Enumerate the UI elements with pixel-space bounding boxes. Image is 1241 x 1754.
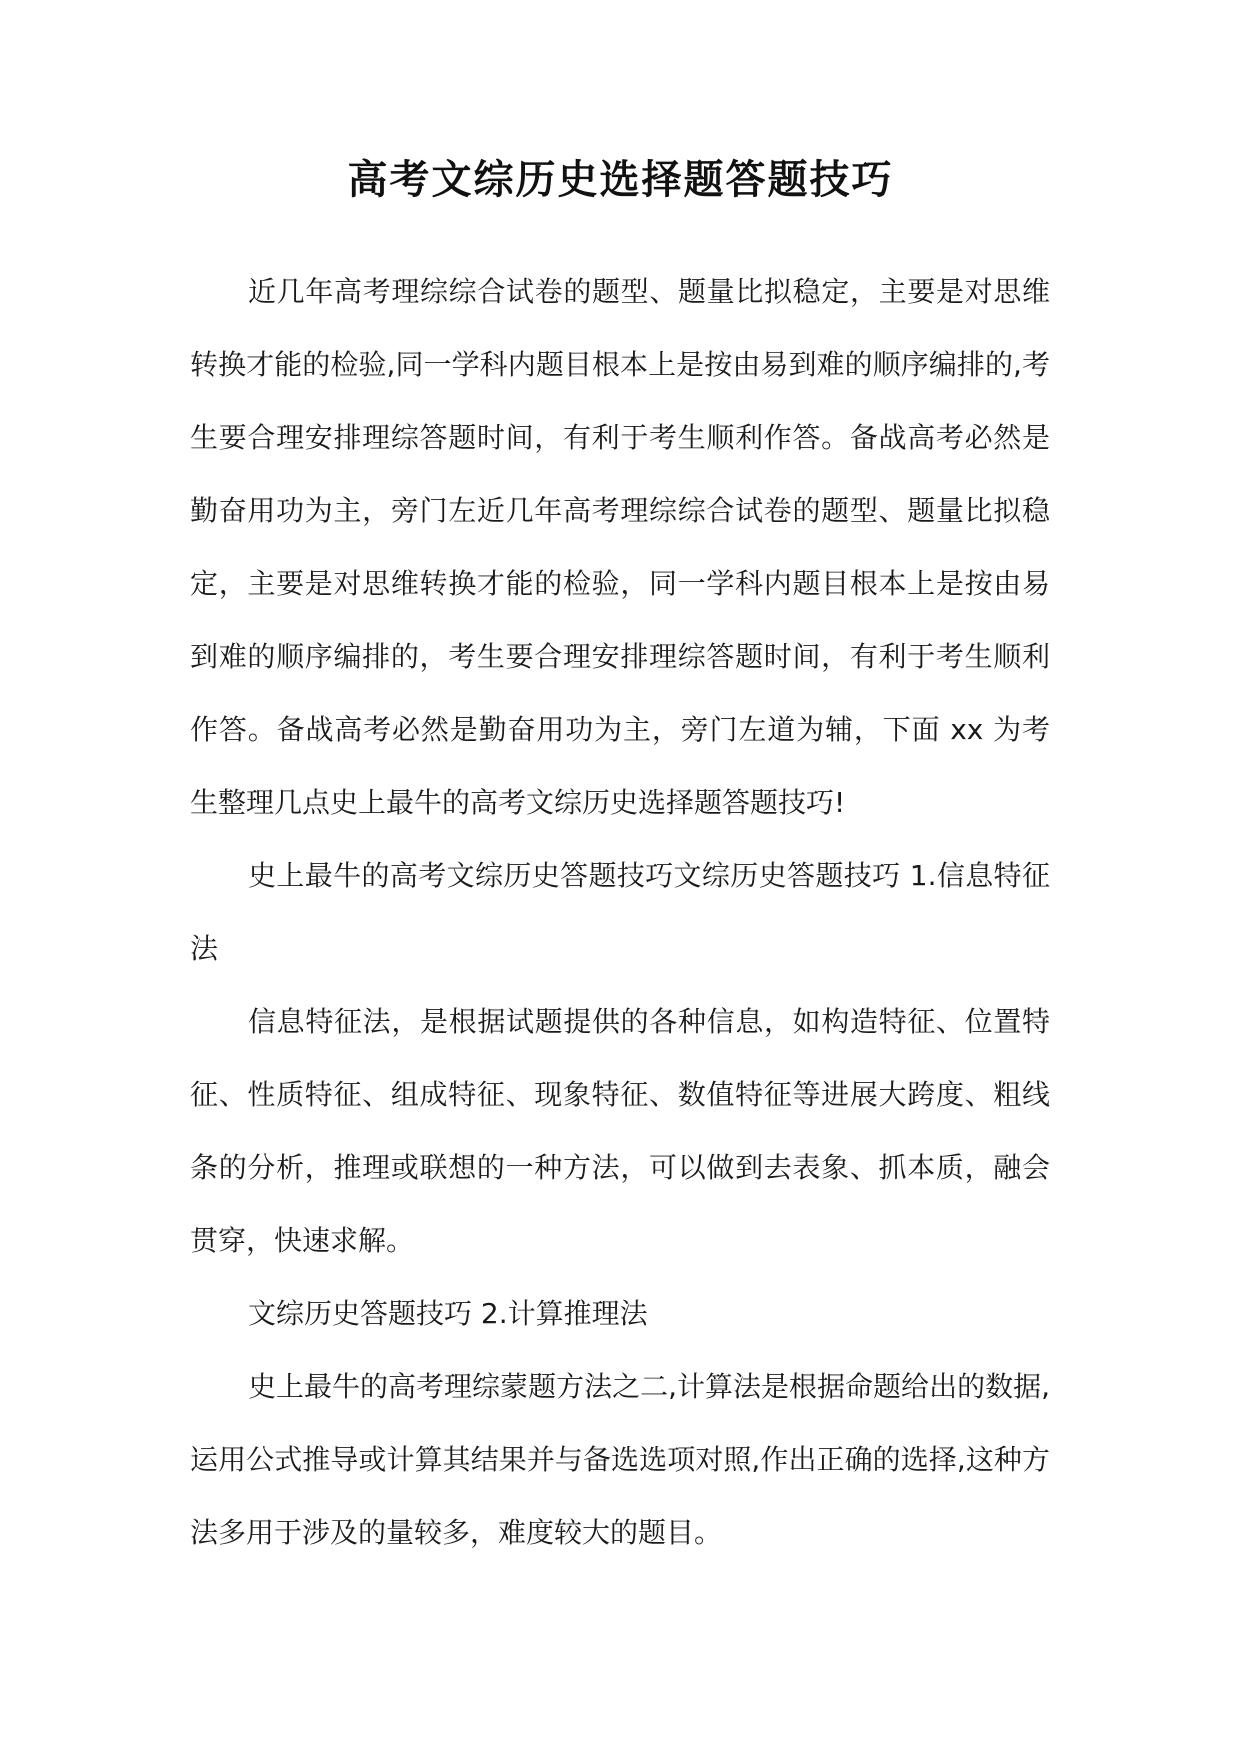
- paragraph-technique-1-heading: 史上最牛的高考文综历史答题技巧文综历史答题技巧 1.信息特征法: [190, 859, 1050, 965]
- paragraph-technique-1-body: 信息特征法，是根据试题提供的各种信息，如构造特征、位置特征、性质特征、组成特征、现象特征、数值特征等进展大跨度、粗线条的分析，推理或联想的一种方法，可以做到去表象、抓本质，融会贯穿，快速求解。: [190, 1005, 1050, 1257]
- paragraph-technique-2-body: 史上最牛的高考理综蒙题方法之二,计算法是根据命题给出的数据,运用公式推导或计算其结果并与备选选项对照,作出正确的选择,这种方法多用于涉及的量较多，难度较大的题目。: [190, 1370, 1050, 1549]
- document-title: 高考文综历史选择题答题技巧: [347, 156, 894, 203]
- paragraph-intro: 近几年高考理综综合试卷的题型、题量比拟稳定，主要是对思维转换才能的检验,同一学科内题目根本上是按由易到难的顺序编排的,考生要合理安排理综答题时间，有利于考生顺利作答。备战高考必然是勤奋用功为主，旁门左近几年高考理综综合试卷的题型、题量比拟稳定，主要是对思维转换才能的检验，同一学科内题目根本上是按由易到难的顺序编排的，考生要合理安排理综答题时间，有利于考生顺利作答。备战高考必然是勤奋用功为主，旁门左道为辅，下面 xx 为考生整理几点史上最牛的高考文综历史选择题答题技巧!: [190, 275, 1050, 819]
- document-body: [190, 255, 1050, 1569]
- paragraph-technique-2-heading: 文综历史答题技巧 2.计算推理法: [248, 1297, 648, 1330]
